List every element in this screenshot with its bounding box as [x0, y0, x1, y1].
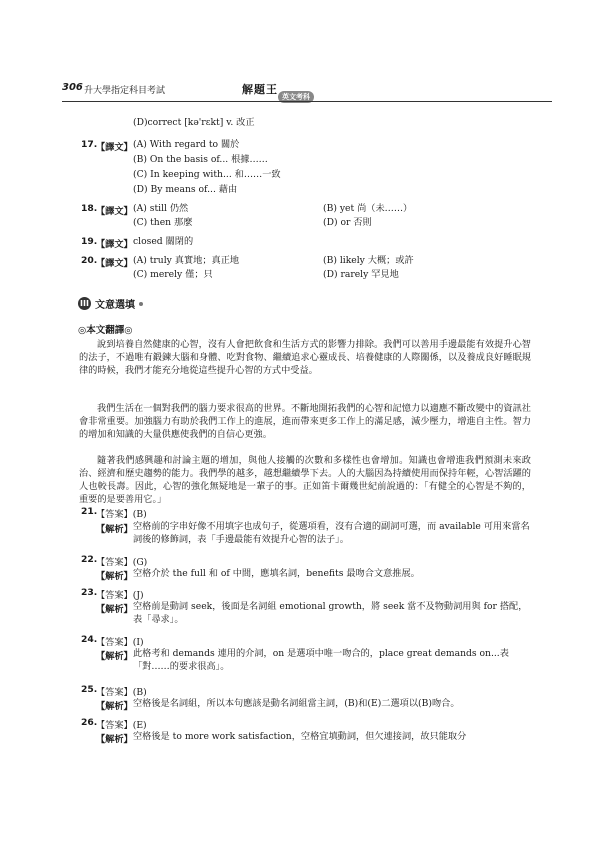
q18-tag: 【譯文】	[96, 206, 133, 217]
q22-analysis: 空格介於 the full 和 of 中間，應填名詞，benefits 最吻合文意推展。	[133, 568, 420, 579]
q20-number: 20.	[81, 255, 98, 266]
q25-analysis: 空格後是名詞組，所以本句應該是動名詞組當主詞，(B)和(E)二選項以(B)吻合。	[133, 698, 460, 709]
q22-analysis-tag: 【解析】	[96, 571, 133, 582]
q17-option-d: (D) By means of... 藉由	[133, 184, 238, 195]
q18-option-b: (B) yet 尚（未……）	[323, 203, 413, 214]
q17-number: 17.	[81, 139, 98, 150]
q22-answer: 【答案】(G)	[96, 557, 148, 568]
translation-paragraph-1: 說到培養自然健康的心智，沒有人會把飲食和生活方式的影響力排除。我們可以善用手邊最能有效提升心智的法子，不過唯有鍛鍊大腦和身體、吃對食物、繼續追求心靈成長、培養健康的人際關係，以及養成良好睡眠規律的時候，我們才能充分地從這些提升心智的方式中受益。	[79, 339, 531, 376]
q25-number: 25.	[81, 684, 98, 695]
section-heading	[78, 293, 143, 311]
translation-paragraph-2: 我們生活在一個對我們的腦力要求很高的世界。不斷地開拓我們的心智和記憶力以適應不斷改變中的資訊社會非常重要。加強腦力有助於我們工作上的進展，進而帶來更多工作上的滿足感，減少壓力，增進自主性。智力的增加和知識的大量供應使我們的自信心更強。	[79, 403, 531, 440]
q22-number: 22.	[81, 554, 98, 565]
q18-number: 18.	[81, 203, 98, 214]
q23-number: 23.	[81, 587, 98, 598]
q20-option-c: (C) merely 僅；只	[133, 269, 213, 280]
q18-option-a: (A) still 仍然	[133, 203, 189, 214]
q26-analysis-tag: 【解析】	[96, 734, 133, 745]
brand-logo: 解題王	[242, 83, 278, 96]
q18-option-c: (C) then 那麼	[133, 217, 193, 228]
q20-option-a: (A) truly 真實地；真正地	[133, 255, 240, 266]
page-number: 306	[62, 82, 83, 93]
q23-analysis: 空格前是動詞 seek，後面是名詞組 emotional growth，將 seek 當不及物動詞用與 for 搭配，表「尋求」。	[133, 601, 528, 625]
q20-option-d: (D) rarely 罕見地	[323, 269, 399, 280]
q19-number: 19.	[81, 236, 98, 247]
q21-analysis-tag: 【解析】	[96, 524, 133, 535]
q26-number: 26.	[81, 717, 98, 728]
q24-answer: 【答案】(I)	[96, 637, 144, 648]
q24-analysis: 此格考和 demands 連用的介詞，on 是選項中唯一吻合的，place great demands on...表「對……的要求很高」。	[133, 648, 509, 672]
q23-answer: 【答案】(J)	[96, 590, 144, 601]
q17-option-b: (B) On the basis of... 根據……	[133, 154, 268, 165]
q25-answer: 【答案】(B)	[96, 687, 147, 698]
q24-number: 24.	[81, 634, 98, 645]
book-title: 升大學指定科目考試	[84, 86, 166, 96]
q21-number: 21.	[81, 506, 98, 517]
q21-analysis: 空格前的字串好像不用填字也成句子，從選項看，沒有合適的副詞可選，而 available 可用來當名詞後的修飾詞，表「手邊最能有效提升心智的法子」。	[133, 521, 530, 545]
q17-tag: 【譯文】	[96, 142, 133, 153]
q23-analysis-tag: 【解析】	[96, 604, 133, 615]
translation-paragraph-3: 隨著我們感興趣和討論主題的增加，與他人接觸的次數和多樣性也會增加。知識也會增進我們預測未來政治、經濟和歷史趨勢的能力。我們學的越多，越想繼續學下去。人的大腦因為持續使用而保持年輕，心智活躍的人也較長壽。因此，心智的強化無疑地是一輩子的事。正如笛卡爾幾世紀前說過的：「有健全的心智是不夠的，重要的是要善用它。」	[79, 455, 531, 505]
q26-analysis: 空格後是 to more work satisfaction，空格宜填動詞，但欠連接詞，故只能取分	[133, 731, 467, 742]
bullet-icon	[139, 302, 143, 306]
q16-option-d: (D)correct [kə'rɛkt] v. 改正	[133, 117, 255, 128]
q18-option-d: (D) or 否則	[323, 217, 372, 228]
q19-text: closed 關閉的	[133, 236, 194, 247]
q26-answer: 【答案】(E)	[96, 720, 147, 731]
q20-tag: 【譯文】	[96, 258, 133, 269]
q21-answer: 【答案】(B)	[96, 509, 147, 520]
roman-numeral-badge: III	[78, 297, 91, 310]
page-header	[62, 82, 548, 101]
subject-badge: 英文考科	[278, 91, 314, 103]
q19-tag: 【譯文】	[96, 239, 133, 250]
section-title: 文意選填	[95, 300, 135, 311]
q24-analysis-tag: 【解析】	[96, 651, 133, 662]
q17-option-c: (C) In keeping with... 和……一致	[133, 169, 281, 180]
header-rule	[62, 101, 552, 102]
q17-option-a: (A) With regard to 關於	[133, 139, 240, 150]
q20-option-b: (B) likely 大概；或許	[323, 255, 414, 266]
q25-analysis-tag: 【解析】	[96, 701, 133, 712]
translation-subheading: ◎本文翻譯◎	[78, 325, 133, 336]
